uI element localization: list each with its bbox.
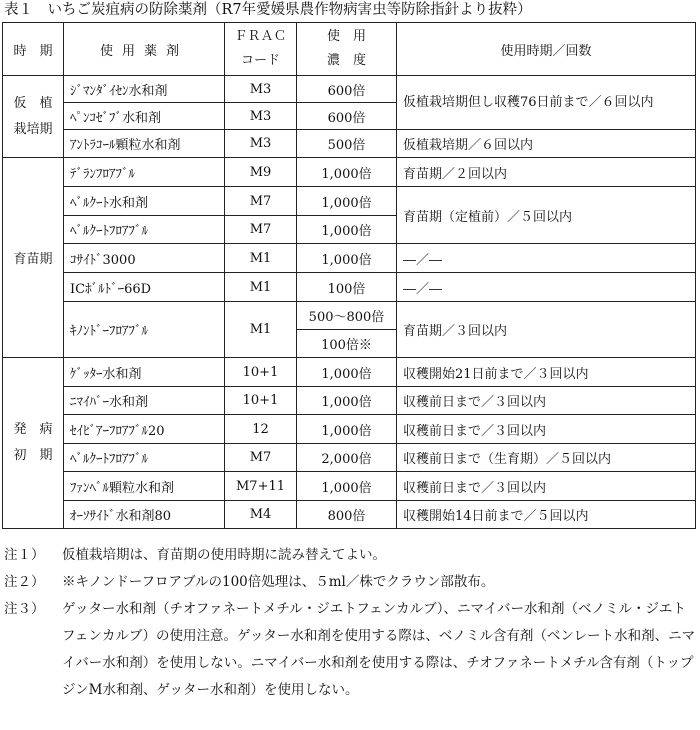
fungicide-table xyxy=(2,22,696,529)
header-conc-line2: 濃 度 xyxy=(326,53,366,68)
frac-code: M4 xyxy=(225,501,297,529)
usage-timing: 収穫開始14日前まで／５回以内 xyxy=(397,501,696,529)
concentration: 500～800倍 xyxy=(297,302,397,330)
period-temporary-planting xyxy=(3,76,64,158)
period-early-onset xyxy=(3,358,64,529)
note-label: 注２） xyxy=(4,574,45,590)
pesticide-name: ﾆﾏｲﾊﾞｰ水和剤 xyxy=(64,387,225,415)
usage-timing: 仮植栽培期但し収穫76日前まで／６回以内 xyxy=(397,76,696,130)
header-frac-line2: コード xyxy=(240,53,280,68)
table-row xyxy=(3,387,696,415)
pesticide-name: ｾｲﾋﾞｱｰﾌﾛｱﾌﾞﾙ20 xyxy=(64,415,225,444)
note-3 xyxy=(4,596,698,704)
table-row xyxy=(3,158,696,187)
concentration: 100倍 xyxy=(297,273,397,302)
usage-timing: ―／― xyxy=(397,244,696,273)
usage-timing: 育苗期（定植前）／５回以内 xyxy=(397,187,696,244)
pesticide-name: ｹﾞｯﾀｰ水和剤 xyxy=(64,358,225,387)
header-frac-line1: ＦＲＡＣ xyxy=(234,29,287,44)
note-text: ※キノンドーフロアブルの100倍処理は、５ml／株でクラウン部散布。 xyxy=(62,574,495,590)
header-pesticide: 使用薬剤 xyxy=(64,23,225,76)
pesticide-name: ｺｻｲﾄﾞ3000 xyxy=(64,244,225,273)
usage-timing: 育苗期／３回以内 xyxy=(397,302,696,358)
pesticide-name: ﾍﾞﾙｸｰﾄﾌﾛｱﾌﾞﾙ xyxy=(64,444,225,472)
frac-code: M7 xyxy=(225,444,297,472)
concentration: 1,000倍 xyxy=(297,415,397,444)
concentration: 1,000倍 xyxy=(297,358,397,387)
pesticide-name: ICﾎﾞﾙﾄﾞｰ66D xyxy=(64,273,225,302)
frac-code: M3 xyxy=(225,130,297,158)
note-text: 仮植栽培期は、育苗期の使用時期に読み替えてよい。 xyxy=(62,547,386,563)
usage-timing: 育苗期／２回以内 xyxy=(397,158,696,187)
note-2 xyxy=(4,569,698,596)
frac-code: M7+11 xyxy=(225,472,297,501)
pesticide-name: ｷﾉﾝﾄﾞｰﾌﾛｱﾌﾞﾙ xyxy=(64,302,225,358)
note-1 xyxy=(4,542,698,569)
header-period: 時 期 xyxy=(3,23,64,76)
notes-section xyxy=(4,542,698,704)
usage-timing: 収穫前日まで／３回以内 xyxy=(397,387,696,415)
frac-code: M7 xyxy=(225,216,297,244)
pesticide-name: ﾍﾞﾙｸｰﾄ水和剤 xyxy=(64,187,225,216)
usage-timing: 収穫前日まで／３回以内 xyxy=(397,415,696,444)
header-timing: 使用時期／回数 xyxy=(397,23,696,76)
header-row xyxy=(3,23,696,76)
usage-timing: 収穫開始21日前まで／３回以内 xyxy=(397,358,696,387)
concentration: 1,000倍 xyxy=(297,472,397,501)
frac-code: 10+1 xyxy=(225,358,297,387)
pesticide-name: ｼﾞﾏﾝﾀﾞｲｾﾝ水和剤 xyxy=(64,76,225,103)
table-title: 表１ いちご炭疽病の防除薬剤（R7年愛媛県農作物病害虫等防除指針より抜粋） xyxy=(4,2,532,18)
concentration: 1,000倍 xyxy=(297,244,397,273)
table-row xyxy=(3,302,696,330)
frac-code: M7 xyxy=(225,187,297,216)
note-text: ゲッター水和剤（チオファネートメチル・ジエトフェンカルブ）、ニマイバー水和剤（ベノミル・ジエトフェンカルブ）の使用注意。ゲッター水和剤を使用する際は、ベノミル含有剤（ベンレート水和剤、ニマイバー水和剤）を使用しない。ニマイバー水和剤を使用する際は、チオファネートメチル含有剤（トップジンM水和剤、ゲッター水和剤）を使用しない。 xyxy=(62,601,696,698)
concentration: 1,000倍 xyxy=(297,216,397,244)
concentration: 1,000倍 xyxy=(297,187,397,216)
table-row xyxy=(3,415,696,444)
concentration: 500倍 xyxy=(297,130,397,158)
header-frac xyxy=(225,23,297,76)
header-concentration xyxy=(297,23,397,76)
usage-timing: 仮植栽培期／６回以内 xyxy=(397,130,696,158)
note-label: 注３） xyxy=(4,601,45,617)
frac-code: M1 xyxy=(225,244,297,273)
period-nursery: 育苗期 xyxy=(3,158,64,358)
period-line: 仮 植 xyxy=(13,95,53,111)
header-conc-line1: 使 用 xyxy=(326,29,366,44)
concentration: 1,000倍 xyxy=(297,158,397,187)
concentration: 2,000倍 xyxy=(297,444,397,472)
frac-code: M1 xyxy=(225,273,297,302)
frac-code: 10+1 xyxy=(225,387,297,415)
table-row xyxy=(3,358,696,387)
period-line: 初 期 xyxy=(13,448,53,463)
concentration-alt: 100倍※ xyxy=(297,330,397,358)
pesticide-name: ｵｰｿｻｲﾄﾞ水和剤80 xyxy=(64,501,225,529)
usage-timing: ―／― xyxy=(397,273,696,302)
pesticide-name: ﾃﾞﾗﾝﾌﾛｱﾌﾞﾙ xyxy=(64,158,225,187)
frac-code: M1 xyxy=(225,302,297,358)
pesticide-name: ﾌｧﾝﾍﾞﾙ顆粒水和剤 xyxy=(64,472,225,501)
concentration: 600倍 xyxy=(297,76,397,103)
table-row xyxy=(3,130,696,158)
period-line: 栽培期 xyxy=(13,121,53,137)
concentration: 800倍 xyxy=(297,501,397,529)
pesticide-name: ﾍﾟﾝｺｾﾞﾌﾞ水和剤 xyxy=(64,103,225,130)
frac-code: M3 xyxy=(225,76,297,103)
table-row xyxy=(3,244,696,273)
pesticide-name: ﾍﾞﾙｸｰﾄﾌﾛｱﾌﾞﾙ xyxy=(64,216,225,244)
usage-timing: 収穫前日まで／３回以内 xyxy=(397,472,696,501)
frac-code: 12 xyxy=(225,415,297,444)
pesticide-name: ｱﾝﾄﾗｺｰﾙ顆粒水和剤 xyxy=(64,130,225,158)
period-line: 発 病 xyxy=(13,422,53,437)
table-row xyxy=(3,76,696,103)
usage-timing: 収穫前日まで（生育期）／５回以内 xyxy=(397,444,696,472)
table-row xyxy=(3,501,696,529)
frac-code: M3 xyxy=(225,103,297,130)
table-row xyxy=(3,273,696,302)
table-row xyxy=(3,472,696,501)
concentration: 600倍 xyxy=(297,103,397,130)
table-row xyxy=(3,444,696,472)
concentration: 1,000倍 xyxy=(297,387,397,415)
note-label: 注１） xyxy=(4,547,45,563)
frac-code: M9 xyxy=(225,158,297,187)
table-row xyxy=(3,187,696,216)
